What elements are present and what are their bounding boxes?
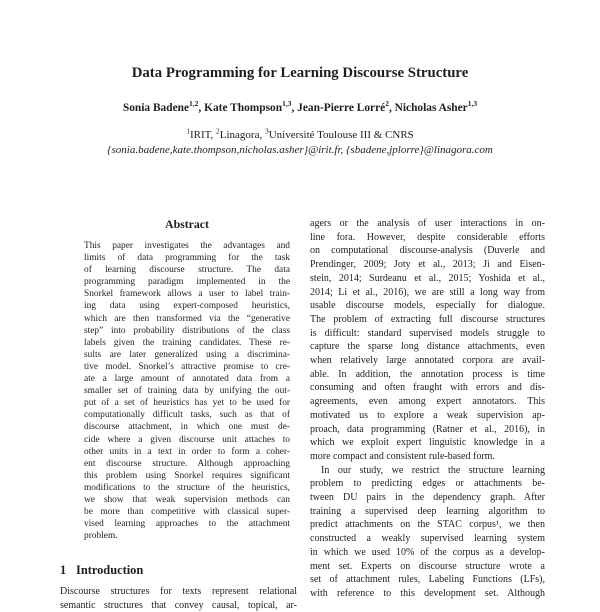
text-line: predict attachments on the STAC corpus¹, we then — [310, 519, 545, 531]
text-line: capture the sparse long distance attachments, even — [310, 341, 545, 353]
text-line: in which we used 10% of the corpus as a develop- — [310, 546, 545, 558]
text-line: stein, 2014; Surdeanu et al., 2015; Yoshida et al., — [310, 272, 545, 284]
affiliation-superscript: 2 — [216, 126, 220, 136]
email-line: {sonia.badene,kate.thompson,nicholas.asher}@irit.fr, {sbadene,jplorre}@linagora.com — [107, 143, 493, 156]
affiliation-block — [0, 128, 600, 157]
left-column — [60, 215, 297, 612]
text-line: which we exploit expert linguistic knowledge in a — [310, 437, 545, 449]
introduction-text — [60, 585, 297, 612]
text-line: set of attachment rules, Labeling Functions (LFs), — [310, 574, 545, 586]
abstract-body — [84, 240, 290, 542]
text-line: ing data using expert-composed heuristics, — [84, 301, 290, 312]
text-line: put of a set of heuristics has yet to be used for — [84, 398, 290, 409]
paragraph — [310, 464, 545, 601]
text-line: In our study, we restrict the structure learning — [321, 464, 545, 476]
text-line: problem. — [84, 531, 118, 542]
text-line: agers or the analysis of user interactions in on- — [310, 218, 545, 229]
section-number: 1 — [60, 563, 67, 578]
author-affiliation-superscript: 1,3 — [282, 99, 292, 109]
text-line: is difficult: standard supervised models struggle to — [310, 327, 545, 339]
author-name: Sonia Badene — [122, 102, 190, 114]
text-line: consuming and often fraught with errors and dis- — [310, 382, 545, 394]
text-line: Prendinger, 2009; Joty et al., 2013; Ji and Eisen- — [310, 259, 545, 271]
author-name: Kate Thompson — [204, 102, 283, 114]
section-heading-introduction — [60, 563, 297, 578]
text-line: constructed a weakly supervised learning system — [310, 533, 545, 545]
text-line: more compact and consistent rule-based form. — [310, 450, 495, 462]
text-line: step” into probability distributions of the class — [84, 325, 290, 336]
right-column — [310, 217, 545, 601]
text-line: tive model. Snorkel’s attractive promise to cre- — [84, 361, 290, 372]
text-line: semantic structures that convey causal, topical, ar- — [60, 599, 297, 611]
author-line: Sonia Badene$^{1,2}$, Kate Thompson$^{1,3}$, Jean-Pierre Lorré$^2$, Nicholas Asher$^{1,3}$ — [122, 99, 478, 114]
text-line: tween DU pairs in the dependency graph. After — [310, 492, 545, 504]
text-line: of learning discourse structure. The data — [84, 265, 290, 276]
text-line: 2014; Li et al., 2016), we are still a long way from — [310, 286, 545, 298]
paper-title: Data Programming for Learning Discourse Structure — [131, 65, 469, 81]
text-line: line fora. However, despite considerable efforts — [310, 231, 545, 243]
abstract-block — [84, 217, 290, 542]
text-line: be more than competitive with classical super- — [84, 507, 290, 518]
text-line: discourse attachment, in which one must de- — [84, 422, 290, 433]
text-line: other units in a text in order to form a coher- — [84, 446, 290, 457]
affiliation-superscript: 3 — [264, 126, 269, 136]
author-affiliation-superscript: 2 — [385, 99, 389, 109]
text-line: able. In addition, the annotation process is time — [310, 368, 545, 380]
abstract-heading: Abstract — [165, 217, 209, 231]
author-name: Nicholas Asher — [394, 102, 468, 114]
text-line: when relatively large annotated corpora are avail- — [310, 355, 545, 367]
text-line: vised learning approaches to the attachment — [84, 519, 290, 530]
author-affiliation-superscript: 1,2 — [189, 99, 199, 109]
paragraph — [84, 240, 290, 542]
text-line: problem to predicting edges or attachments be- — [310, 478, 545, 490]
author-affiliation-superscript: 1,3 — [467, 99, 478, 109]
text-line: usable discourse models, especially for dialogue. — [310, 300, 545, 312]
text-line: this problem using Snorkel requires significant — [84, 470, 290, 481]
paragraph — [310, 217, 545, 464]
affiliation-superscript: 1 — [186, 126, 190, 136]
text-line: sults are later generalized using a discrimina- — [84, 349, 290, 360]
text-line: modifications to the structure of the heuristics, — [84, 482, 290, 493]
text-line: This paper investigates the advantages and — [84, 241, 290, 251]
text-line: The problem of extracting full discourse structures — [310, 313, 545, 325]
text-line: Snorkel framework allows a user to label train- — [84, 289, 290, 300]
text-line: proach, data programming (Ratner et al., 2016), in — [310, 423, 545, 435]
text-line: training a supervised deep learning algorithm to — [310, 505, 545, 517]
text-line: ment set. Experts on discourse structure wrote a — [310, 560, 545, 572]
text-line: limits of data programming for the task — [84, 253, 290, 264]
paragraph — [60, 585, 297, 612]
affiliation-line: $^1$IRIT, $^2$Linagora, $^3$Université Toulouse III & CNRS — [186, 126, 414, 141]
text-line: cide where a given discourse unit attaches to — [84, 434, 290, 445]
text-line: with reference to this development set. Although — [310, 587, 545, 599]
text-line: computationally difficult tasks, such as that of — [84, 410, 290, 421]
text-line: agreements, even among expert annotators. This — [310, 396, 545, 408]
text-line: we show that weak supervision methods can — [84, 494, 290, 505]
text-line: ate a large amount of annotated data from a — [84, 374, 290, 385]
text-line: on computational discourse-analysis (Duverle and — [310, 245, 545, 257]
text-line: motivated us to explore a weak supervision ap- — [310, 409, 545, 421]
text-line: smaller set of training data by unifying the out- — [84, 386, 290, 397]
author-name: Jean-Pierre Lorré — [297, 102, 386, 114]
section-title: Introduction — [76, 563, 144, 578]
text-line: which are then transformed via the “generative — [84, 313, 290, 324]
text-line: labels given the training candidates. These re- — [84, 337, 290, 348]
text-line: programming paradigm implemented in the — [84, 277, 290, 288]
text-line: ent discourse structure. Although approaching — [84, 458, 290, 469]
text-line: Discourse structures for texts represent relational — [60, 586, 297, 598]
